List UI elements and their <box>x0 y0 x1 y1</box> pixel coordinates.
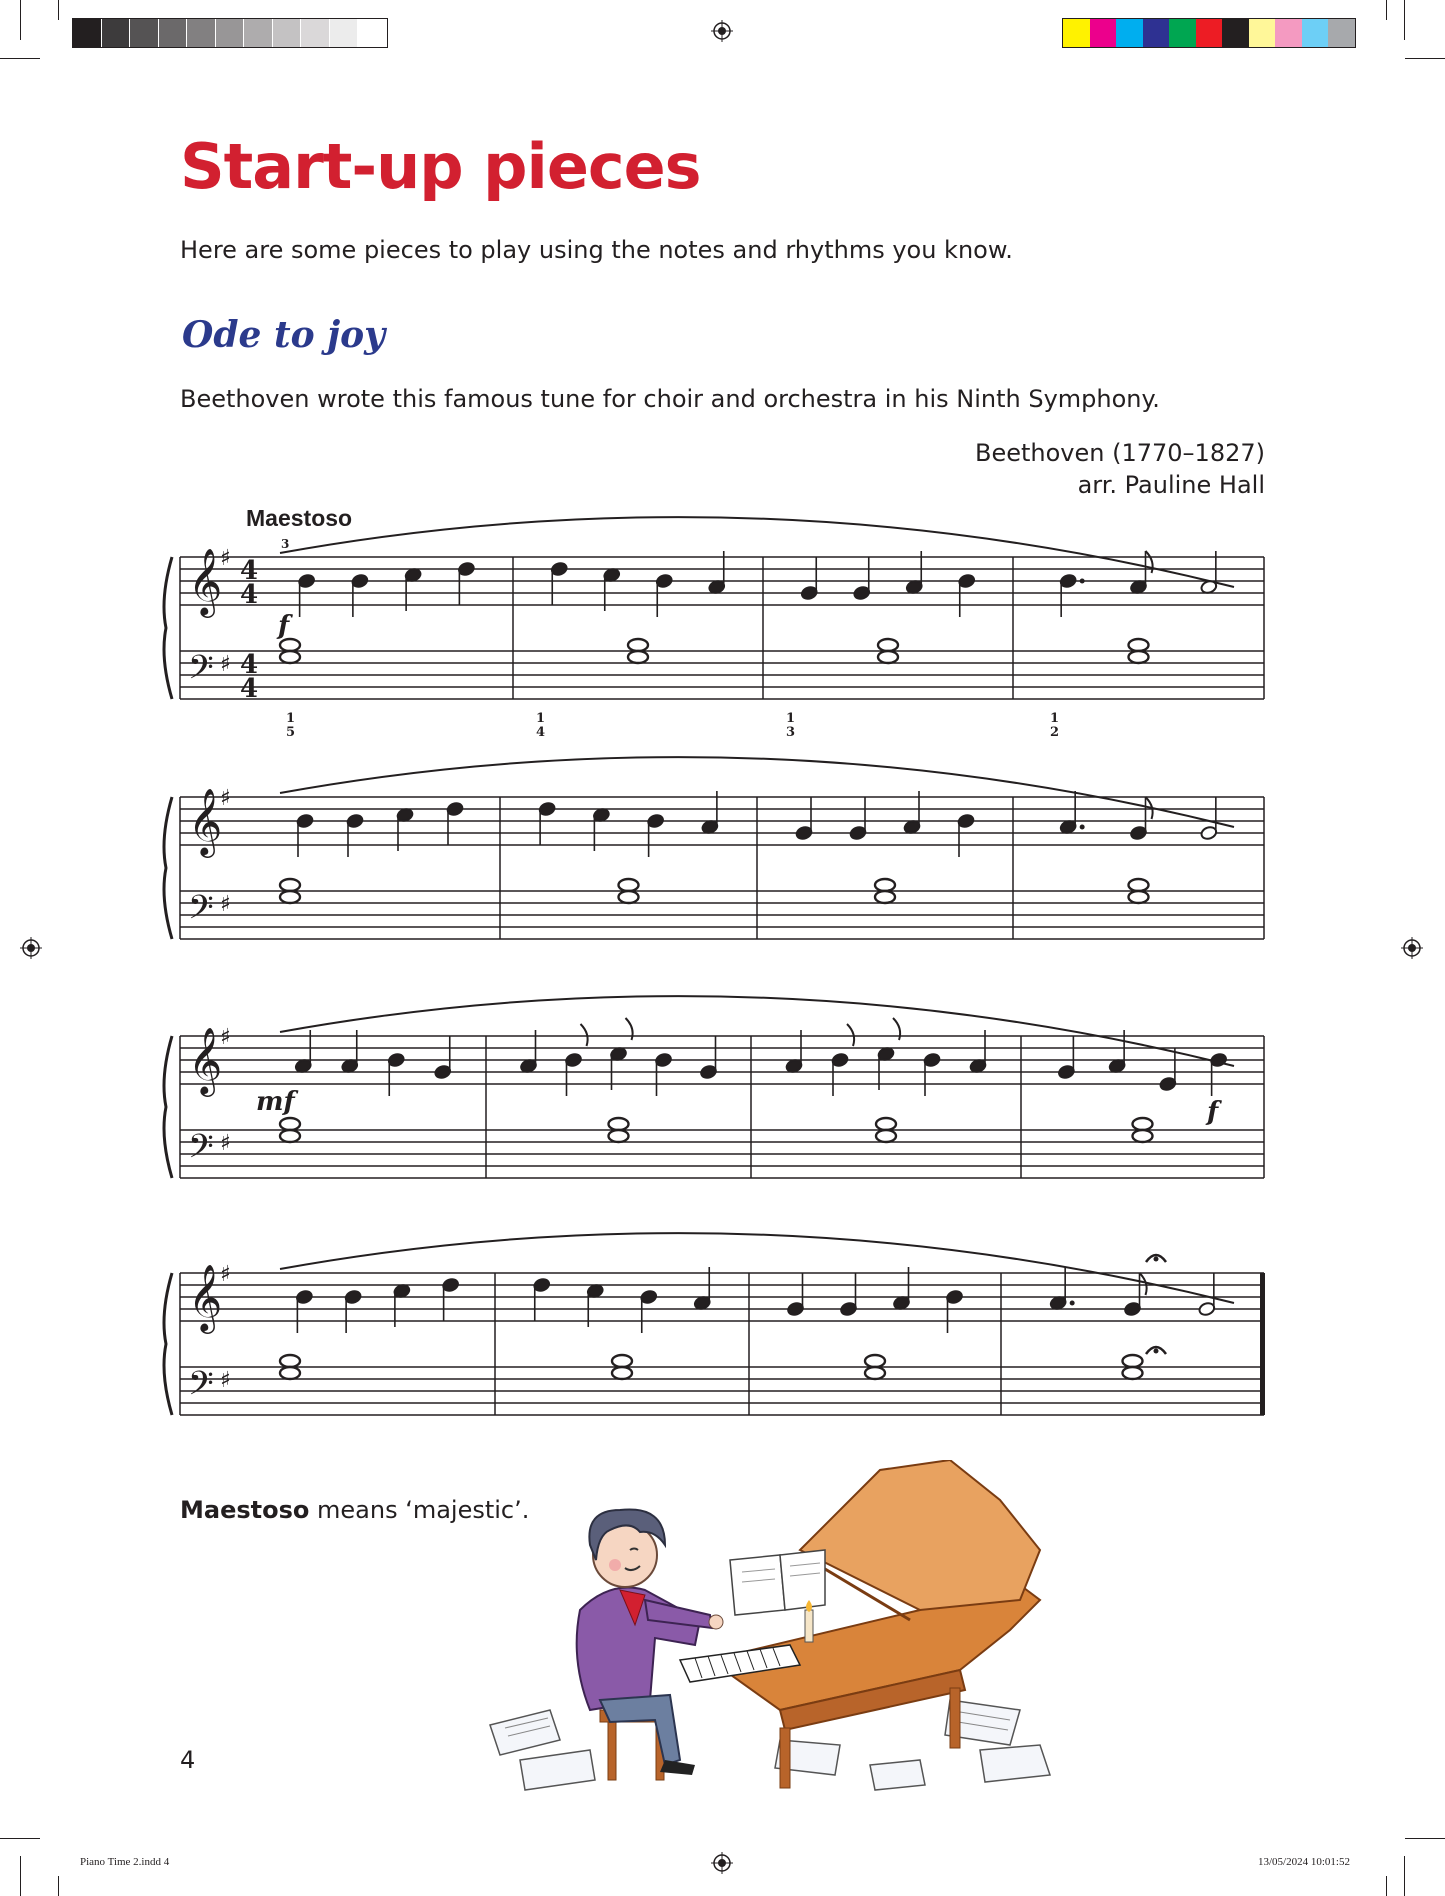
chord-note <box>628 651 648 663</box>
chord-note <box>609 1130 629 1142</box>
note-dot <box>1080 825 1085 830</box>
note-flag <box>1140 1273 1147 1295</box>
chord-note <box>280 651 300 663</box>
piece-description: Beethoven wrote this famous tune for choir and orchestra in his Ninth Symphony. <box>180 385 1160 413</box>
chord-note <box>1129 891 1149 903</box>
fingering-number: 2 <box>1050 725 1060 740</box>
page-number: 4 <box>180 1746 196 1774</box>
chord-note <box>1129 639 1149 651</box>
dynamic-marking: mf <box>256 1087 295 1117</box>
chord-note <box>1133 1130 1153 1142</box>
chord-note <box>878 639 898 651</box>
bass-clef-icon: 𝄢 <box>188 1365 214 1411</box>
brace <box>164 1036 172 1178</box>
chord-note <box>628 639 648 651</box>
dynamic-marking: f <box>278 611 290 641</box>
chord-note <box>619 879 639 891</box>
bass-clef-icon: 𝄢 <box>188 1128 214 1174</box>
key-signature-sharp: ♯ <box>220 1025 231 1050</box>
chord-note <box>876 1130 896 1142</box>
chord-note <box>280 1118 300 1130</box>
fermata-dot <box>1154 1349 1159 1354</box>
definition-text: means ‘majestic’. <box>309 1496 530 1524</box>
chord-note <box>280 1130 300 1142</box>
chord-note <box>876 1118 896 1130</box>
time-signature-denominator: 4 <box>240 674 259 704</box>
note-dot <box>1080 579 1085 584</box>
chord-note <box>1123 1367 1143 1379</box>
time-signature-numerator: 4 <box>240 650 259 680</box>
fingering-number: 3 <box>281 537 290 551</box>
chord-note <box>875 879 895 891</box>
fingering-number: 1 <box>1050 711 1060 726</box>
fingering-number: 1 <box>786 711 796 726</box>
beethoven-at-piano-illustration <box>480 1460 1080 1800</box>
chord-note <box>280 1367 300 1379</box>
chord-note <box>878 651 898 663</box>
definition-term: Maestoso <box>180 1496 310 1524</box>
chord-note <box>1133 1118 1153 1130</box>
bass-clef-icon: 𝄢 <box>188 649 214 695</box>
fingering-number: 4 <box>536 725 546 740</box>
brace <box>164 1273 172 1415</box>
chord-note <box>280 879 300 891</box>
chord-note <box>875 891 895 903</box>
brace <box>164 557 172 699</box>
key-signature-sharp: ♯ <box>220 652 231 677</box>
brace <box>164 797 172 939</box>
page-title: Start-up pieces <box>180 130 701 203</box>
tempo-definition <box>180 1496 529 1524</box>
chord-note <box>619 891 639 903</box>
chord-note <box>1129 651 1149 663</box>
timestamp-slug: 13/05/2024 10:01:52 <box>1258 1856 1350 1868</box>
fingering-number: 3 <box>786 725 796 740</box>
chord-note <box>612 1367 632 1379</box>
treble-clef-icon: 𝄞 <box>188 1026 223 1094</box>
composer-name: Beethoven (1770–1827) <box>975 439 1265 467</box>
fermata-dot <box>1154 1257 1159 1262</box>
key-signature-sharp: ♯ <box>220 1368 231 1393</box>
chord-note <box>609 1118 629 1130</box>
chord-note <box>280 1355 300 1367</box>
note-flag <box>847 1024 854 1046</box>
file-slug: Piano Time 2.indd 4 <box>80 1856 170 1868</box>
intro-text: Here are some pieces to play using the notes and rhythms you know. <box>180 236 1013 264</box>
dynamic-marking: f <box>1207 1097 1219 1127</box>
fingering-number: 5 <box>286 725 296 740</box>
piece-title: Ode to joy <box>182 314 386 356</box>
chord-note <box>1123 1355 1143 1367</box>
chord-note <box>865 1355 885 1367</box>
chord-note <box>280 891 300 903</box>
fingering-number: 1 <box>286 711 296 726</box>
fingering-number: 1 <box>536 711 546 726</box>
key-signature-sharp: ♯ <box>220 1131 231 1156</box>
key-signature-sharp: ♯ <box>220 1262 231 1287</box>
phrase-slur <box>280 517 1234 587</box>
treble-clef-icon: 𝄞 <box>188 547 223 615</box>
chord-note <box>865 1367 885 1379</box>
time-signature-numerator: 4 <box>240 556 259 586</box>
tempo-marking: Maestoso <box>246 505 353 531</box>
arranger-name: arr. Pauline Hall <box>1077 471 1265 499</box>
chord-note <box>612 1355 632 1367</box>
key-signature-sharp: ♯ <box>220 546 231 571</box>
bass-clef-icon: 𝄢 <box>188 889 214 935</box>
treble-clef-icon: 𝄞 <box>188 1263 223 1331</box>
chord-note <box>1129 879 1149 891</box>
key-signature-sharp: ♯ <box>220 786 231 811</box>
time-signature-denominator: 4 <box>240 580 259 610</box>
key-signature-sharp: ♯ <box>220 892 231 917</box>
phrase-slur <box>280 996 1234 1066</box>
final-barline <box>1260 1273 1265 1415</box>
note-dot <box>1070 1301 1075 1306</box>
phrase-slur <box>280 1233 1234 1303</box>
note-flag <box>581 1024 588 1046</box>
treble-clef-icon: 𝄞 <box>188 787 223 855</box>
